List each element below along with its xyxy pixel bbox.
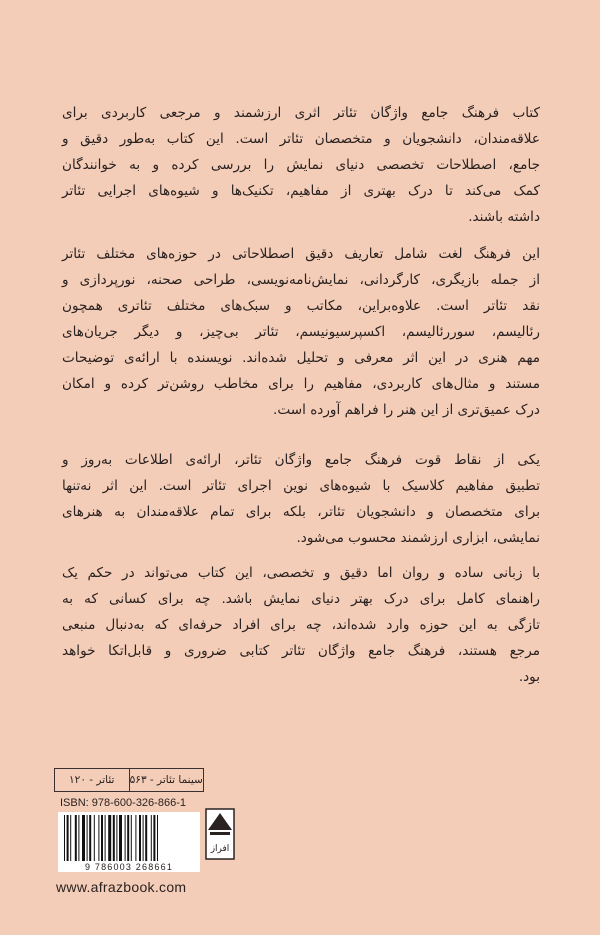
paragraph-line: نقد تئاتر است. علاوه‌براین، مکاتب و سبک‌های مختلف تئاتری همچون (62, 298, 540, 314)
barcode-bars (58, 812, 200, 864)
paragraph-line: مهم هنری در این اثر معرفی و تحلیل شده‌اند. نویسنده با ارائه‌ی توضیحات (62, 350, 540, 366)
paragraph-line: یکی از نقاط قوت فرهنگ جامع واژگان تئاتر، ارائه‌ی اطلاعات به‌روز و (62, 452, 540, 468)
publisher-logo-icon (205, 808, 235, 860)
paragraph-line: با زبانی ساده و روان اما دقیق و تخصصی، این کتاب می‌تواند در حکم یک (62, 565, 540, 581)
paragraph-3 (62, 447, 540, 551)
paragraph-line: علاقه‌مندان، دانشجویان و متخصصان تئاتر است. این کتاب به‌طور دقیق و (62, 131, 540, 147)
paragraph-line: تطبیق مفاهیم کلاسیک با شیوه‌های نوین اجرای تئاتر است. این اثر نه‌تنها (62, 478, 540, 494)
paragraph-line: بود. (518, 669, 540, 685)
barcode (58, 812, 200, 864)
paragraph-1 (62, 100, 540, 230)
series-tag-cinema: سینما تئاتر - ۵۶۳ (129, 774, 203, 786)
paragraph-line: این فرهنگ لغت شامل تعاریف دقیق اصطلاحاتی در حوزه‌های مختلف تئاتر (62, 246, 540, 262)
paragraph-line: برای متخصصان و دانشجویان تئاتر، بلکه برای تمام علاقه‌مندان به هنرهای (62, 504, 540, 520)
publisher-logo (205, 808, 235, 860)
paragraph-line: کتاب فرهنگ جامع واژگان تئاتر اثری ارزشمند و مرجعی کاربردی برای (62, 105, 540, 121)
paragraph-line: تازگی به این حوزه وارد شده‌اند، چه برای افراد حرفه‌ای که به‌دنبال منبعی (62, 617, 540, 633)
paragraph-line: نمایشی، ابزاری ارزشمند محسوب می‌شود. (296, 530, 540, 546)
paragraph-line: درک عمیق‌تری از این هنر را فراهم آورده است. (273, 402, 540, 418)
publisher-website[interactable]: www.afrazbook.com (56, 879, 187, 895)
paragraph-line: از جمله بازیگری، کارگردانی، نمایش‌نامه‌نویسی، طراحی صحنه، نورپردازی و (62, 272, 540, 288)
series-tag-divider (129, 769, 130, 791)
publisher-logo-text: افراز (210, 844, 230, 854)
paragraph-line: راهنمای کامل برای درک بهتر دنیای نمایش باشد. چه برای کسانی که به (62, 591, 540, 607)
paragraph-line: داشته باشند. (468, 209, 540, 225)
isbn-label: ISBN: 978-600-326-866-1 (60, 797, 186, 809)
paragraph-line: مستند و مثال‌های کاربردی، مفاهیم را برای مخاطب روشن‌تر کرده و امکان (62, 376, 540, 392)
paragraph-line: کمک می‌کند تا درک بهتری از مفاهیم، تکنیک‌ها و شیوه‌های اجرایی تئاتر (62, 183, 540, 199)
barcode-number: 9 786003 268661 (58, 862, 200, 872)
paragraph-4 (62, 560, 540, 690)
series-tag-theater: تئاتر - ۱۲۰ (69, 774, 115, 786)
paragraph-line: جامع، اصطلاحات تخصصی دنیای نمایش را بررسی کرده و به خوانندگان (62, 157, 540, 173)
paragraph-line: مرجع هستند، فرهنگ جامع واژگان تئاتر کتابی ضروری و قابل‌اتکا خواهد (62, 643, 540, 659)
series-tag-box (54, 768, 204, 792)
paragraph-line: رئالیسم، سوررئالیسم، اکسپرسیونیسم، تئاتر بی‌چیز، و دیگر جریان‌های (62, 324, 540, 340)
paragraph-2 (62, 241, 540, 423)
